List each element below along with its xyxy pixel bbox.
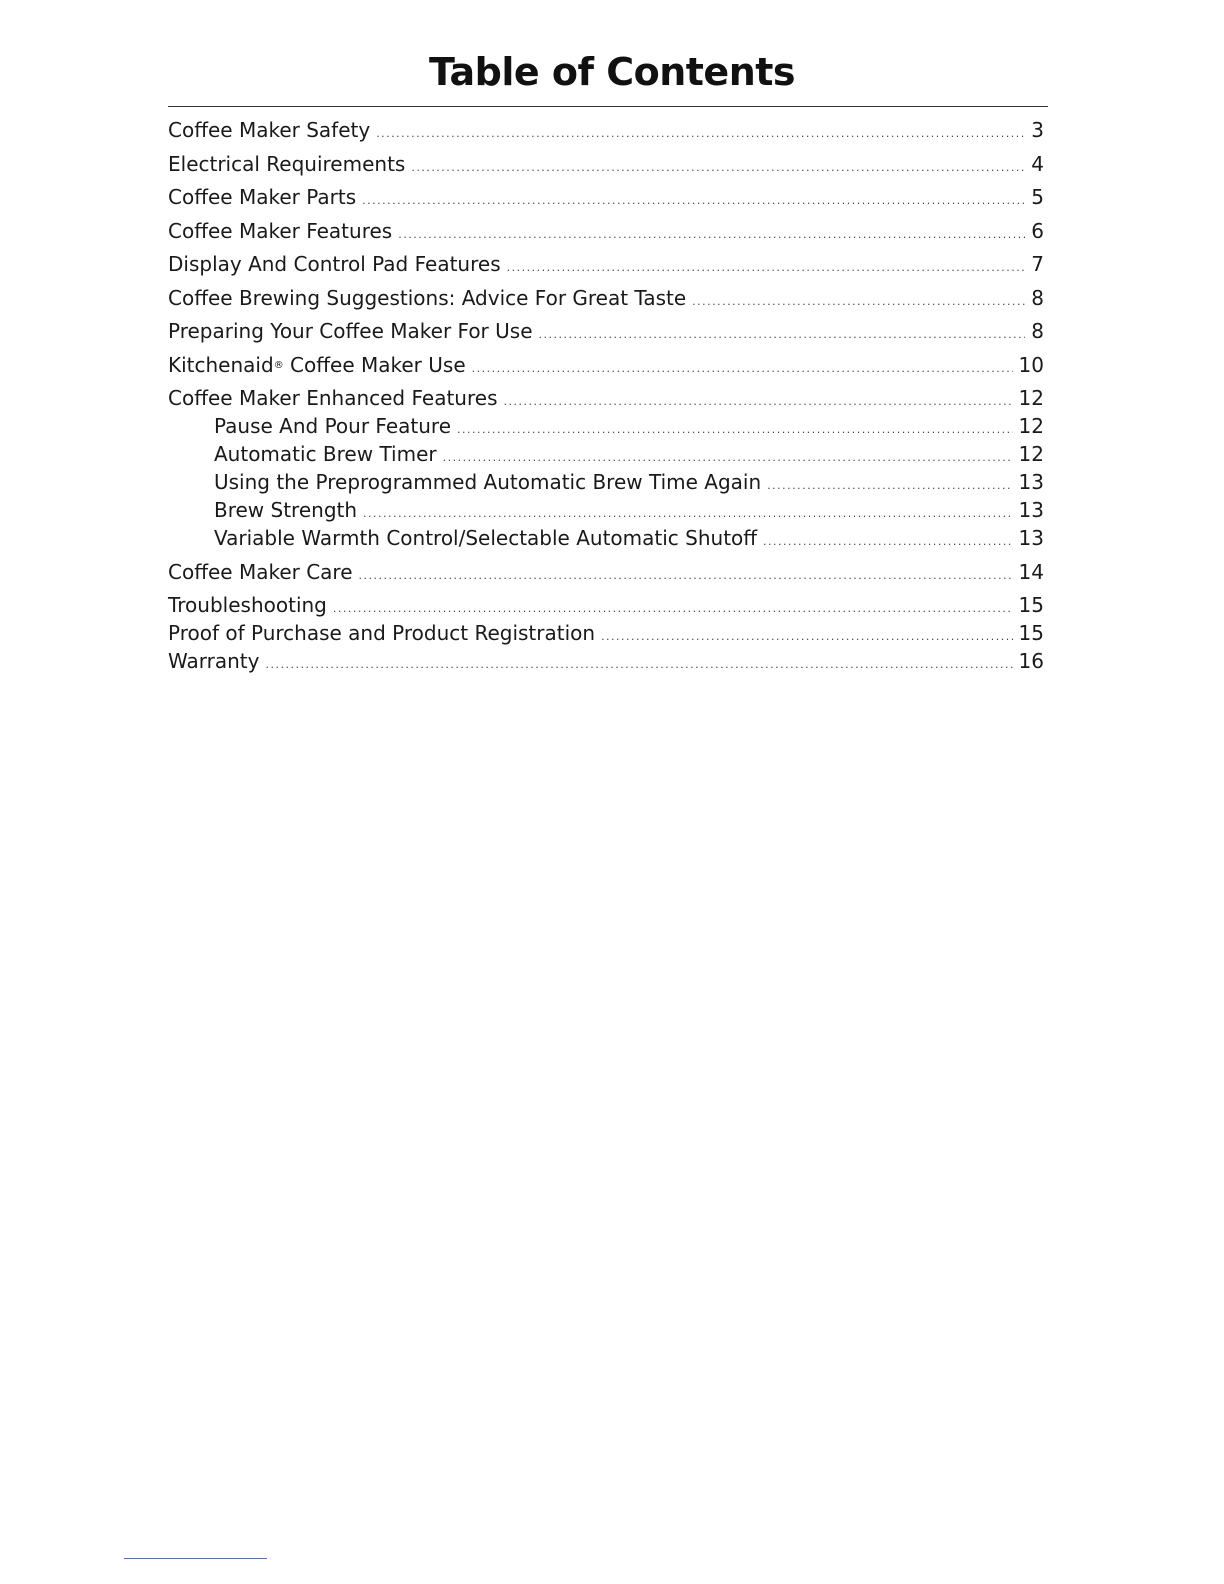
toc-entry-label: Coffee Maker Enhanced Features: [168, 386, 498, 410]
toc-entry-page: 8: [1031, 319, 1044, 343]
toc-entry[interactable]: [168, 150, 1044, 178]
registered-mark: ®: [273, 359, 284, 371]
toc-entry-label: Coffee Maker Parts: [168, 185, 357, 209]
footer-rule: [124, 1558, 267, 1559]
leader-dots: [411, 154, 1025, 182]
leader-dots: [362, 187, 1025, 215]
leader-dots: [443, 444, 1013, 472]
toc-entry[interactable]: [168, 619, 1044, 647]
toc-entry-page: 14: [1018, 559, 1044, 584]
toc-entry-page: 15: [1018, 621, 1044, 645]
leader-dots: [265, 651, 1012, 679]
toc-entry-label: Coffee Brewing Suggestions: Advice For Great Taste: [168, 285, 687, 310]
toc-entry-label: Display And Control Pad Features: [168, 252, 501, 276]
leader-dots: [363, 500, 1013, 528]
toc-entry-page: 3: [1031, 118, 1044, 142]
toc-entry[interactable]: [168, 647, 1044, 675]
toc-entry[interactable]: [168, 317, 1044, 345]
leader-dots: [539, 321, 1026, 349]
page-title: Table of Contents: [428, 50, 796, 94]
leader-dots: [457, 416, 1013, 444]
leader-dots: [503, 388, 1012, 416]
toc-entry-page: 5: [1031, 185, 1044, 209]
title-divider: [168, 106, 1048, 107]
toc-entry-label: Warranty: [168, 649, 260, 673]
toc-entry-label: Troubleshooting: [168, 593, 327, 617]
toc-entry-page: 10: [1018, 352, 1044, 377]
leader-dots: [472, 355, 1013, 383]
toc-entry-page: 13: [1018, 470, 1044, 494]
toc-entry-page: 4: [1031, 151, 1044, 176]
leader-dots: [507, 254, 1026, 282]
toc-entry-label: Pause And Pour Feature: [214, 414, 452, 438]
toc-entry[interactable]: [168, 384, 1044, 412]
toc-entry-label: Coffee Maker Care: [168, 559, 353, 584]
toc-entry-page: 13: [1018, 498, 1044, 522]
leader-dots: [601, 623, 1012, 651]
toc-entry-label: Electrical Requirements: [168, 151, 406, 176]
toc-entry-page: 7: [1031, 252, 1044, 276]
leader-dots: [767, 472, 1012, 500]
toc-entry-page: 16: [1018, 649, 1044, 673]
toc-entry[interactable]: [168, 558, 1044, 586]
toc-entry[interactable]: [168, 183, 1044, 211]
toc-subentry[interactable]: [168, 468, 1044, 496]
toc-entry-label: Coffee Maker Features: [168, 218, 393, 243]
leader-dots: [359, 562, 1013, 590]
leader-dots: [692, 288, 1025, 316]
toc-entry[interactable]: [168, 591, 1044, 619]
toc-entry-label: Variable Warmth Control/Selectable Automatic Shutoff: [214, 526, 758, 550]
toc-subentry[interactable]: [168, 412, 1044, 440]
toc-entry-label: Using the Preprogrammed Automatic Brew Time Again: [214, 470, 762, 494]
toc-subentry[interactable]: [168, 440, 1044, 468]
toc-entry-label: [168, 351, 472, 384]
toc-entry-label: Brew Strength: [214, 498, 358, 522]
toc-entry[interactable]: [168, 284, 1044, 312]
toc-entry[interactable]: [168, 116, 1044, 144]
toc-entry-page: 8: [1031, 285, 1044, 310]
toc-entry-page: 12: [1018, 386, 1044, 410]
toc-entry-label: Coffee Maker Safety: [168, 118, 371, 142]
leader-dots: [398, 221, 1025, 249]
leader-dots: [376, 120, 1025, 148]
toc-entry-page: 12: [1018, 414, 1044, 438]
toc-entry-page: 6: [1031, 218, 1044, 243]
label-rest: Coffee Maker Use: [283, 352, 466, 377]
toc-entry-page: 12: [1018, 442, 1044, 466]
toc-entry-label: Preparing Your Coffee Maker For Use: [168, 319, 533, 343]
brand-name: Kitchenaid: [168, 352, 274, 377]
toc-subentry[interactable]: [168, 496, 1044, 524]
toc-entry-label: Automatic Brew Timer: [214, 442, 437, 466]
toc-entry[interactable]: [168, 217, 1044, 245]
toc-list: [168, 116, 1044, 675]
toc-entry-page: 13: [1018, 526, 1044, 550]
leader-dots: [333, 595, 1013, 623]
toc-entry-label: Proof of Purchase and Product Registration: [168, 621, 596, 645]
toc-entry-page: 15: [1018, 593, 1044, 617]
toc-entry[interactable]: [168, 351, 1044, 379]
toc-entry[interactable]: [168, 250, 1044, 278]
leader-dots: [763, 528, 1013, 556]
toc-subentry[interactable]: [168, 524, 1044, 552]
